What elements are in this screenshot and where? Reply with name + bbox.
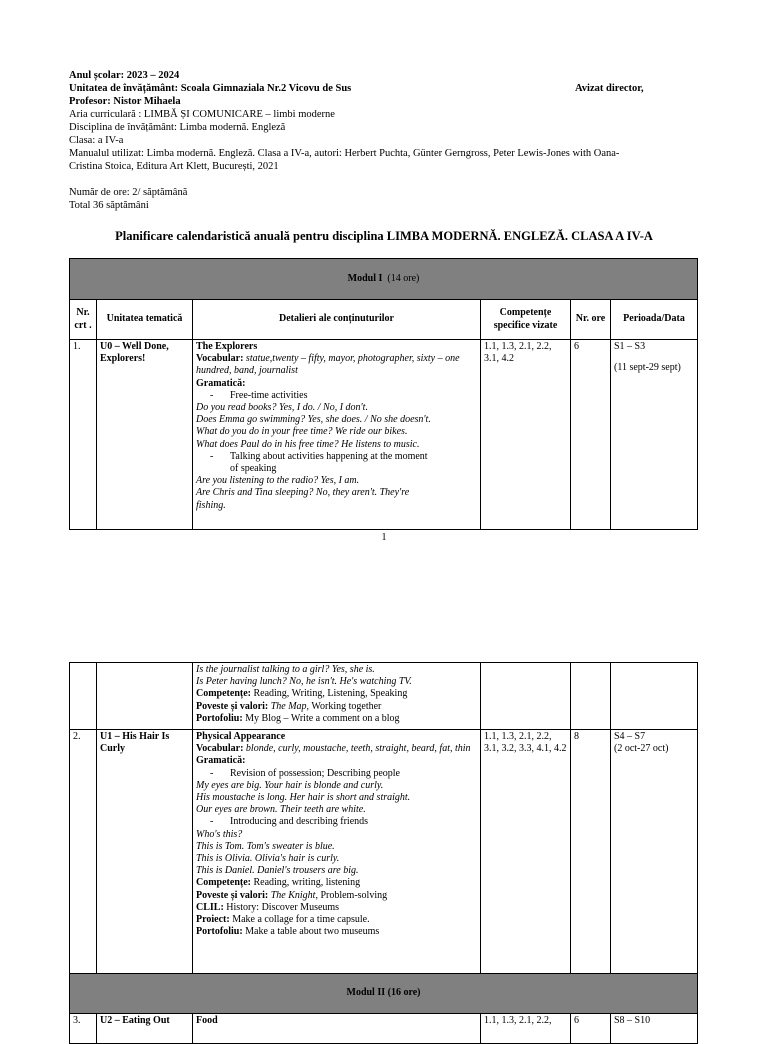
period-weeks: S1 – S3 bbox=[614, 341, 646, 352]
portfolio-label: Portofoliu: bbox=[196, 926, 243, 938]
example-sentence: Is Peter having lunch? No, he isn't. He's watching TV. bbox=[196, 676, 412, 688]
competences: 1.1, 1.3, 2.1, 2.2, 3.1, 4.2 bbox=[481, 340, 571, 530]
col-header-period: Perioada/Data bbox=[611, 300, 698, 340]
content-details bbox=[193, 663, 481, 730]
grammar-point: Talking about activities happening at the moment bbox=[230, 450, 428, 462]
col-header-competences: Competențe specifice vizate bbox=[481, 300, 571, 340]
col-header-details: Detalieri ale conținuturilor bbox=[193, 300, 481, 340]
manual-line-2: Cristina Stoica, Editura Art Klett, București, 2021 bbox=[69, 161, 279, 172]
unit-name: U1 – His Hair Is Curly bbox=[97, 730, 193, 974]
example-sentence: His moustache is long. Her hair is short and straight. bbox=[196, 792, 411, 804]
table-row bbox=[70, 1014, 698, 1044]
project-text: Make a collage for a time capsule. bbox=[229, 914, 370, 926]
col-header-hours: Nr. ore bbox=[571, 300, 611, 340]
story-label: Poveste și valori: bbox=[196, 889, 269, 901]
competences: 1.1, 1.3, 2.1, 2.2, 3.1, 3.2, 3.3, 4.1, 4.2 bbox=[481, 730, 571, 974]
empty-cell bbox=[97, 663, 193, 730]
example-sentence: Does Emma go swimming? Yes, she does. / No she doesn't. bbox=[196, 414, 431, 426]
example-sentence: Do you read books? Yes, I do. / No, I don't. bbox=[196, 402, 368, 414]
page-number: 1 bbox=[381, 532, 387, 543]
story-label: Poveste și valori: bbox=[196, 700, 269, 712]
portfolio-label: Portofoliu: bbox=[196, 712, 243, 724]
hours: 6 bbox=[571, 1014, 611, 1044]
page-title: Planificare calendaristică anuală pentru disciplina LIMBA MODERNĂ. ENGLEZĂ. CLASA A IV-A bbox=[115, 229, 653, 243]
vocab-label: Vocabular: bbox=[196, 353, 244, 365]
class-level: Clasa: a IV-a bbox=[69, 135, 124, 146]
example-sentence: Our eyes are brown. Their teeth are white. bbox=[196, 804, 366, 816]
empty-cell bbox=[571, 663, 611, 730]
project-label: Proiect: bbox=[196, 914, 230, 926]
empty-cell bbox=[611, 663, 698, 730]
story-value: , Working together bbox=[306, 700, 382, 712]
story-title: The Knight bbox=[270, 889, 316, 901]
table-row bbox=[70, 730, 698, 974]
vocab-label: Vocabular: bbox=[196, 743, 244, 755]
example-sentence: fishing. bbox=[196, 499, 226, 511]
grammar-point: Revision of possession; Describing people bbox=[230, 767, 400, 779]
grammar-point: Introducing and describing friends bbox=[230, 816, 369, 828]
story-title: The Map bbox=[270, 700, 307, 712]
table-row-continued bbox=[70, 663, 698, 730]
row-number: 2. bbox=[70, 730, 97, 974]
content-details: Physical Appearance Vocabular: blonde, curly, moustache, teeth, straight, beard, fat, thin Gramatică: - Revision of possession; Describing people My eyes are big. Your hair is blonde and curly. His moustache is long. Her hair is short and straight. Our eyes are brown. Their teeth are white. - Introducing and describing friends Who's this? This is Tom. Tom's sweater is blue. This is Olivia. Olivia's hair is curly. This is Daniel. Daniel's trousers are big. Competențe: Reading, writing, listening Poveste și valori: The Knight, Problem-solving CLIL: History: Discover Museums Proiect: Make a collage for a time capsule. Portofoliu: Make a table about two museums bbox=[193, 730, 481, 974]
column-header-row bbox=[70, 300, 698, 340]
portfolio-text: My Blog – Write a comment on a blog bbox=[242, 712, 400, 724]
empty-cell bbox=[70, 663, 97, 730]
content-details: The Explorers Vocabular: statue,twenty – fifty, mayor, photographer, sixty – one hundred, band, journalist Gramatică: - Free-time activities Do you read books? Yes, I do. / No, I don't. Does Emma go swimming? Yes, she does. / No she doesn't. What do you do in your free time? We ride our bikes. What does Paul do in his free time? He listens to music. - Talking about activities happening at the moment of speaking Are you listening to the radio? Yes, I am. Are Chris and Tina sleeping? No, they aren't. They're fishing. bbox=[193, 340, 481, 530]
module-header-row bbox=[70, 259, 698, 300]
vocab-text: statue,twenty – fifty, mayor, photographer, sixty – one hundred, band, journalist bbox=[196, 353, 460, 377]
period bbox=[611, 340, 698, 530]
example-sentence: Who's this? bbox=[196, 828, 243, 840]
competences-label: Competențe: bbox=[196, 688, 251, 700]
example-sentence: Are Chris and Tina sleeping? No, they aren't. They're bbox=[196, 487, 410, 499]
example-sentence: This is Tom. Tom's sweater is blue. bbox=[196, 840, 335, 852]
school-unit: Unitatea de învățământ: Scoala Gimnaziala Nr.2 Vicovu de Sus bbox=[69, 83, 352, 94]
hours: 6 bbox=[571, 340, 611, 530]
period bbox=[611, 730, 698, 974]
example-sentence: Is the journalist talking to a girl? Yes, she is. bbox=[196, 664, 375, 675]
clil-text: History: Discover Museums bbox=[223, 901, 340, 913]
grammar-label: Gramatică: bbox=[196, 755, 246, 767]
lesson-title: The Explorers bbox=[196, 341, 258, 352]
module-1-cell bbox=[70, 259, 698, 300]
avizat-director: Avizat director, bbox=[575, 83, 644, 94]
period-dates: (11 sept-29 sept) bbox=[614, 362, 681, 374]
discipline: Disciplina de învățământ: Limba modernă. Engleză bbox=[69, 122, 286, 133]
hours-per-week: Număr de ore: 2/ săptămână bbox=[69, 187, 188, 198]
module-2-cell: Modul II (16 ore) bbox=[70, 974, 698, 1014]
vocab-text: blonde, curly, moustache, teeth, straight, beard, fat, thin bbox=[243, 743, 471, 755]
period-weeks: S4 – S7 bbox=[614, 731, 646, 742]
table-row bbox=[70, 340, 698, 530]
competences-label: Competențe: bbox=[196, 877, 251, 889]
module-1-name: Modul I bbox=[347, 272, 383, 284]
col-header-nr: Nr. crt . bbox=[70, 300, 97, 340]
plan-table-page-1 bbox=[69, 258, 698, 530]
hours: 8 bbox=[571, 730, 611, 974]
portfolio-text: Make a table about two museums bbox=[242, 926, 380, 938]
lesson-title: Physical Appearance bbox=[196, 731, 286, 742]
unit-name: U0 – Well Done, Explorers! bbox=[97, 340, 193, 530]
example-sentence: What does Paul do in his free time? He listens to music. bbox=[196, 438, 420, 450]
module-1-hours: (14 ore) bbox=[387, 272, 420, 284]
curricular-area: Aria curriculară : LIMBĂ ȘI COMUNICARE – limbi moderne bbox=[69, 109, 335, 120]
row-number: 1. bbox=[70, 340, 97, 530]
clil-label: CLIL: bbox=[196, 901, 224, 913]
example-sentence: My eyes are big. Your hair is blonde and curly. bbox=[196, 779, 384, 791]
lesson-title: Food bbox=[193, 1014, 481, 1044]
empty-cell bbox=[481, 663, 571, 730]
grammar-point: Free-time activities bbox=[230, 389, 308, 401]
competences-text: Reading, Writing, Listening, Speaking bbox=[250, 688, 408, 700]
competences-text: Reading, writing, listening bbox=[250, 877, 361, 889]
competences: 1.1, 1.3, 2.1, 2.2, bbox=[481, 1014, 571, 1044]
total-weeks: Total 36 săptămâni bbox=[69, 200, 149, 211]
period-dates: (2 oct-27 oct) bbox=[614, 743, 669, 755]
example-sentence: What do you do in your free time? We ride our bikes. bbox=[196, 426, 408, 438]
grammar-label: Gramatică: bbox=[196, 377, 246, 389]
example-sentence: This is Daniel. Daniel's trousers are big. bbox=[196, 865, 359, 877]
story-value: , Problem-solving bbox=[315, 889, 388, 901]
unit-name: U2 – Eating Out bbox=[97, 1014, 193, 1044]
school-year: Anul școlar: 2023 – 2024 bbox=[69, 70, 180, 81]
period: S8 – S10 bbox=[611, 1014, 698, 1044]
plan-table-page-2 bbox=[69, 662, 698, 1044]
manual-line-1: Manualul utilizat: Limba modernă. Engleză. Clasa a IV-a, autori: Herbert Puchta, Günter Gerngross, Peter Lewis-Jones with Oana- bbox=[69, 148, 620, 159]
example-sentence: This is Olivia. Olivia's hair is curly. bbox=[196, 853, 340, 865]
col-header-unit: Unitatea tematică bbox=[97, 300, 193, 340]
teacher-name: Profesor: Nistor Mihaela bbox=[69, 96, 181, 107]
example-sentence: Are you listening to the radio? Yes, I am. bbox=[196, 475, 360, 487]
grammar-point-cont: of speaking bbox=[230, 463, 277, 475]
row-number: 3. bbox=[70, 1014, 97, 1044]
module-header-row bbox=[70, 974, 698, 1014]
